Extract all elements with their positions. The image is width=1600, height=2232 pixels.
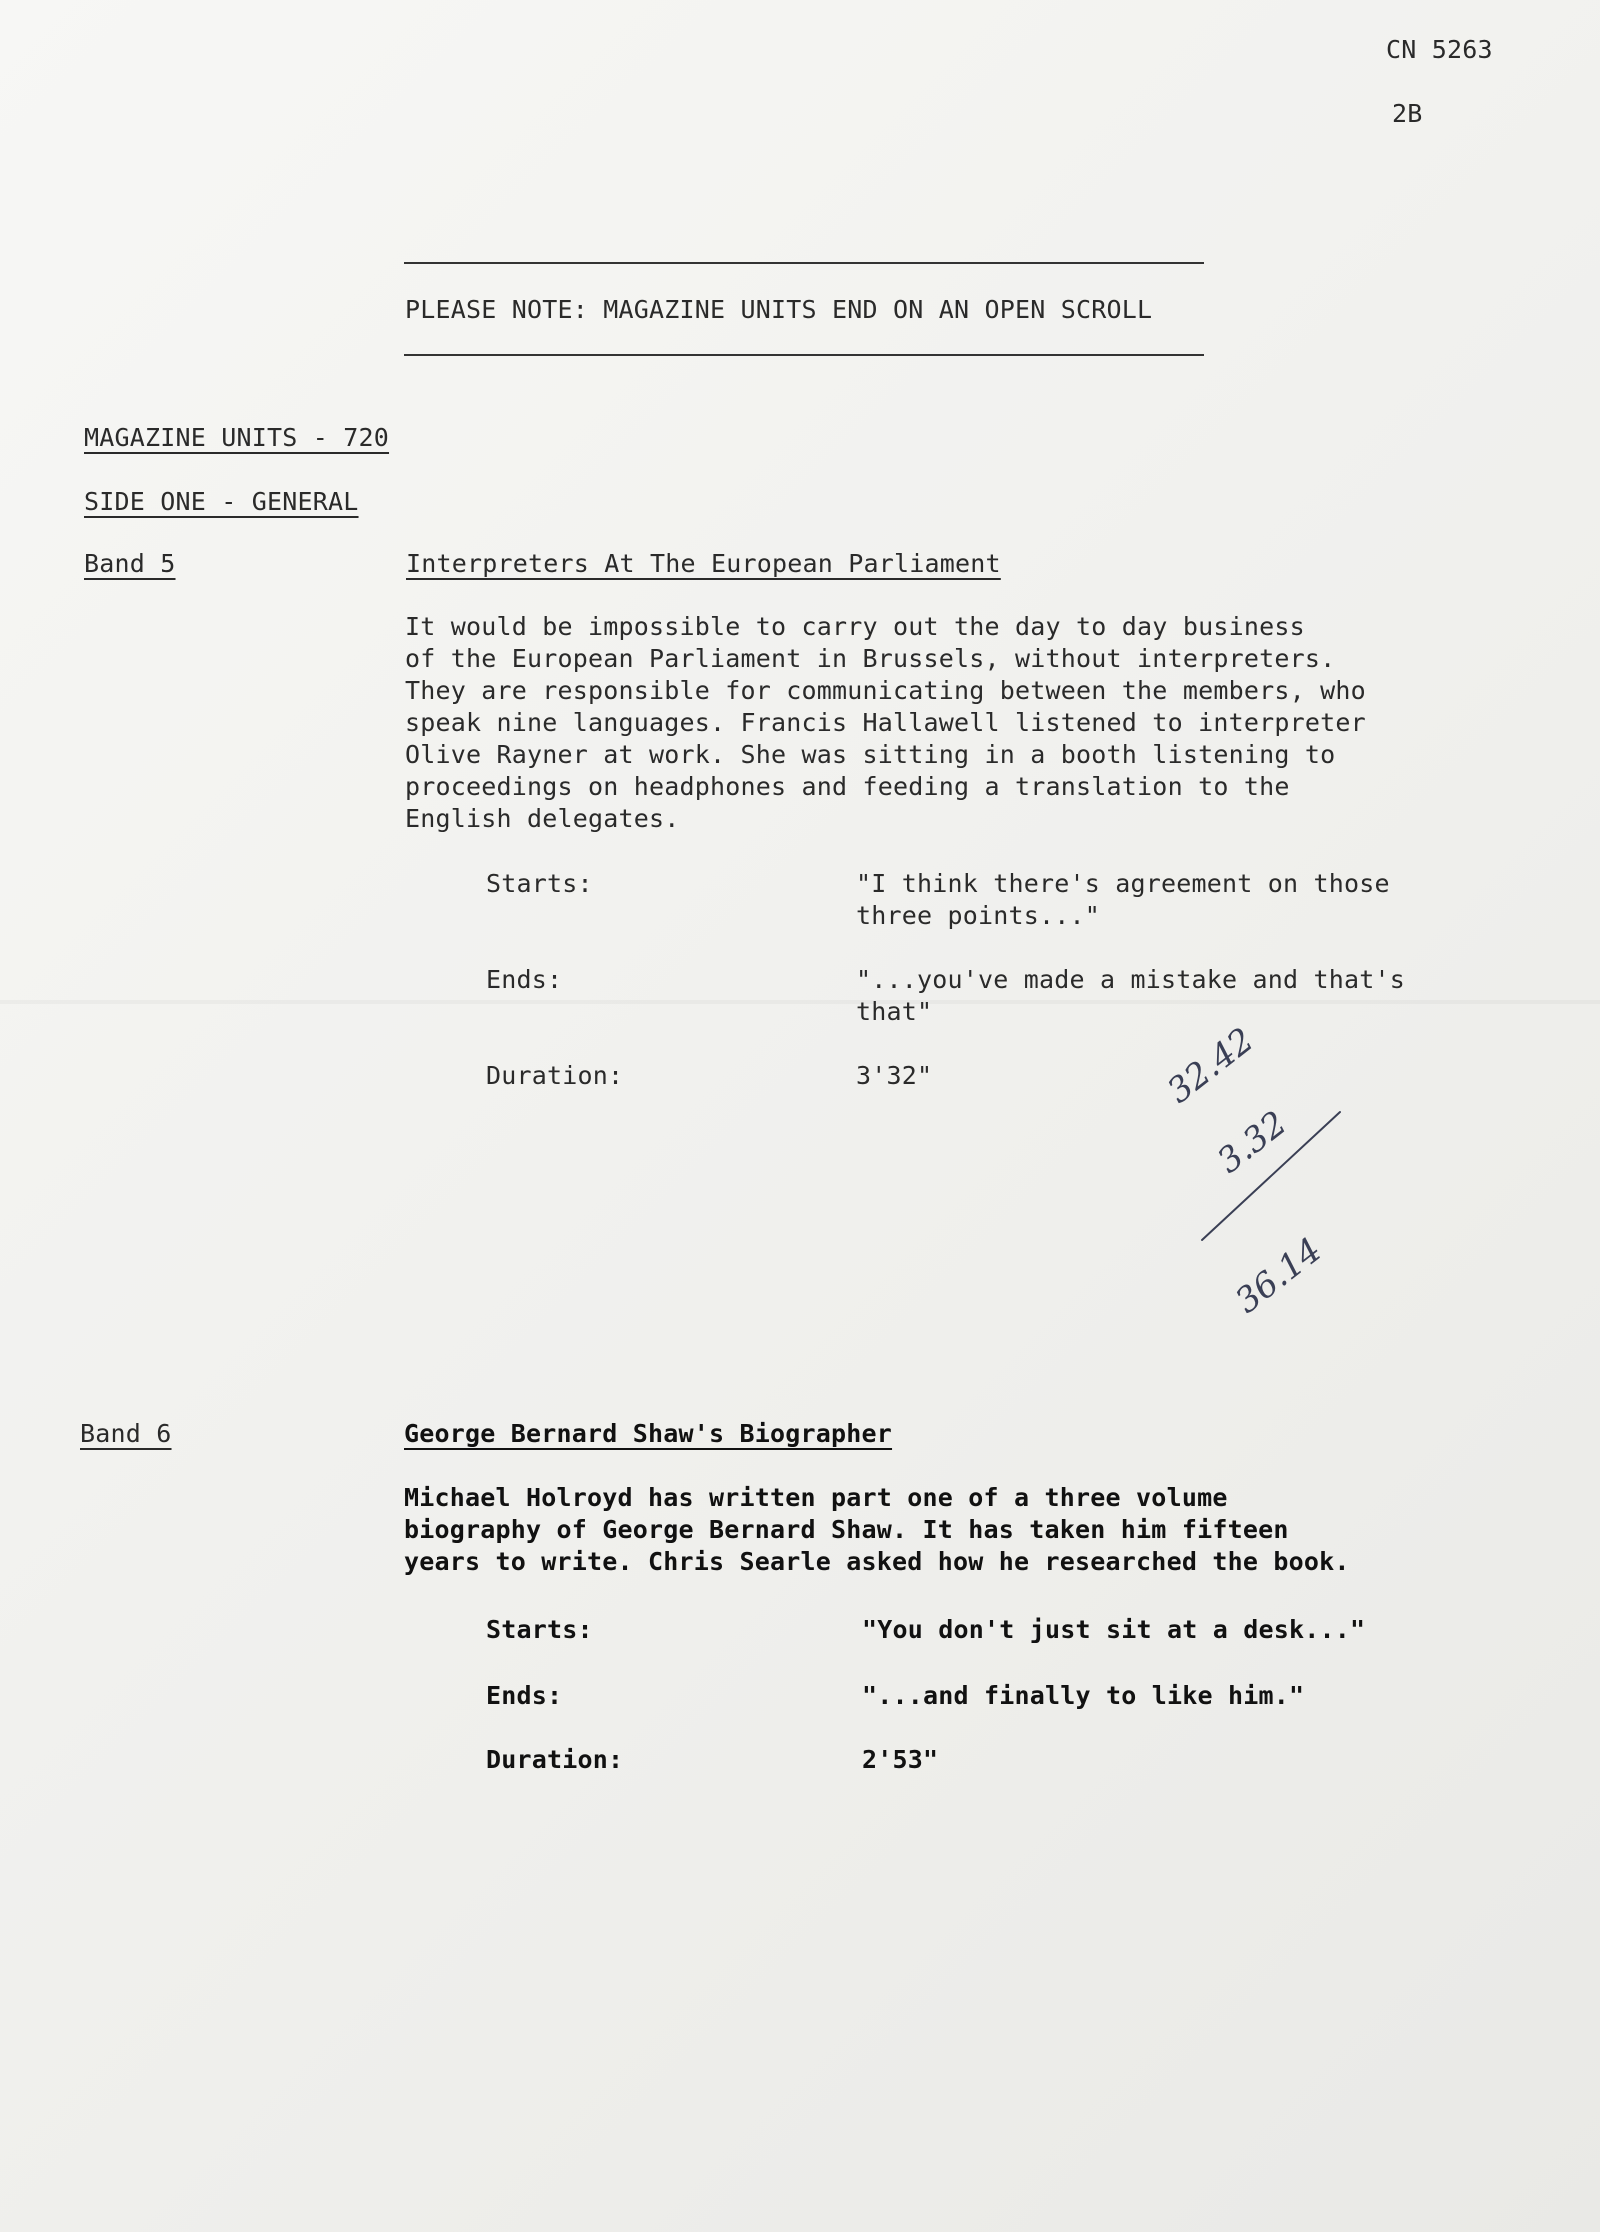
band6-ends-value: "...and finally to like him.": [862, 1681, 1305, 1710]
band5-starts-line: three points...": [856, 901, 1101, 930]
notice-text: PLEASE NOTE: MAGAZINE UNITS END ON AN OPEN SCROLL: [405, 295, 1153, 324]
band5-title: Interpreters At The European Parliament: [406, 549, 1001, 578]
notice-rule-top: [404, 262, 1204, 264]
band5-duration-value: 3'32": [856, 1061, 933, 1090]
band5-starts-value: [856, 868, 1390, 932]
band6-duration-label: Duration:: [486, 1745, 624, 1774]
band5-starts-label: Starts:: [486, 869, 593, 898]
band6-line: years to write. Chris Searle asked how he researched the book.: [404, 1547, 1350, 1576]
band5-starts-line: "I think there's agreement on those: [856, 869, 1390, 898]
band5-line: It would be impossible to carry out the day to day business: [405, 612, 1305, 641]
band5-description: [405, 611, 1455, 835]
band5-ends-label: Ends:: [486, 965, 563, 994]
section-title: MAGAZINE UNITS - 720: [84, 423, 390, 452]
band5-label: Band 5: [84, 549, 176, 578]
band5-line: of the European Parliament in Brussels, without interpreters.: [405, 644, 1336, 673]
handwritten-figure-b: 3.32: [1210, 1103, 1295, 1182]
band5-line: proceedings on headphones and feeding a translation to the: [405, 772, 1290, 801]
notice-rule-bottom: [404, 354, 1204, 356]
band6-line: biography of George Bernard Shaw. It has taken him fifteen: [404, 1515, 1289, 1544]
band5-ends-line: "...you've made a mistake and that's: [856, 965, 1406, 994]
handwritten-figure-a: 32.42: [1160, 1020, 1262, 1112]
side-title: SIDE ONE - GENERAL: [84, 487, 359, 516]
band6-description: [404, 1482, 1454, 1578]
band6-line: Michael Holroyd has written part one of a three volume: [404, 1483, 1228, 1512]
doc-code: CN 5263: [1386, 35, 1493, 64]
band5-ends-line: that": [856, 997, 933, 1026]
band6-ends-label: Ends:: [486, 1681, 563, 1710]
page-code: 2B: [1392, 99, 1423, 128]
handwritten-sum-line: [1190, 1100, 1350, 1260]
handwritten-total: 36.14: [1228, 1230, 1330, 1322]
band6-title: George Bernard Shaw's Biographer: [404, 1419, 893, 1448]
band5-line: Olive Rayner at work. She was sitting in a booth listening to: [405, 740, 1336, 769]
band6-label: Band 6: [80, 1419, 172, 1448]
band6-starts-label: Starts:: [486, 1615, 593, 1644]
band6-duration-value: 2'53": [862, 1745, 939, 1774]
band5-line: They are responsible for communicating between the members, who: [405, 676, 1366, 705]
band5-line: English delegates.: [405, 804, 680, 833]
band5-ends-value: [856, 964, 1405, 1028]
band5-line: speak nine languages. Francis Hallawell listened to interpreter: [405, 708, 1366, 737]
band6-starts-value: "You don't just sit at a desk...": [862, 1615, 1366, 1644]
band5-duration-label: Duration:: [486, 1061, 624, 1090]
